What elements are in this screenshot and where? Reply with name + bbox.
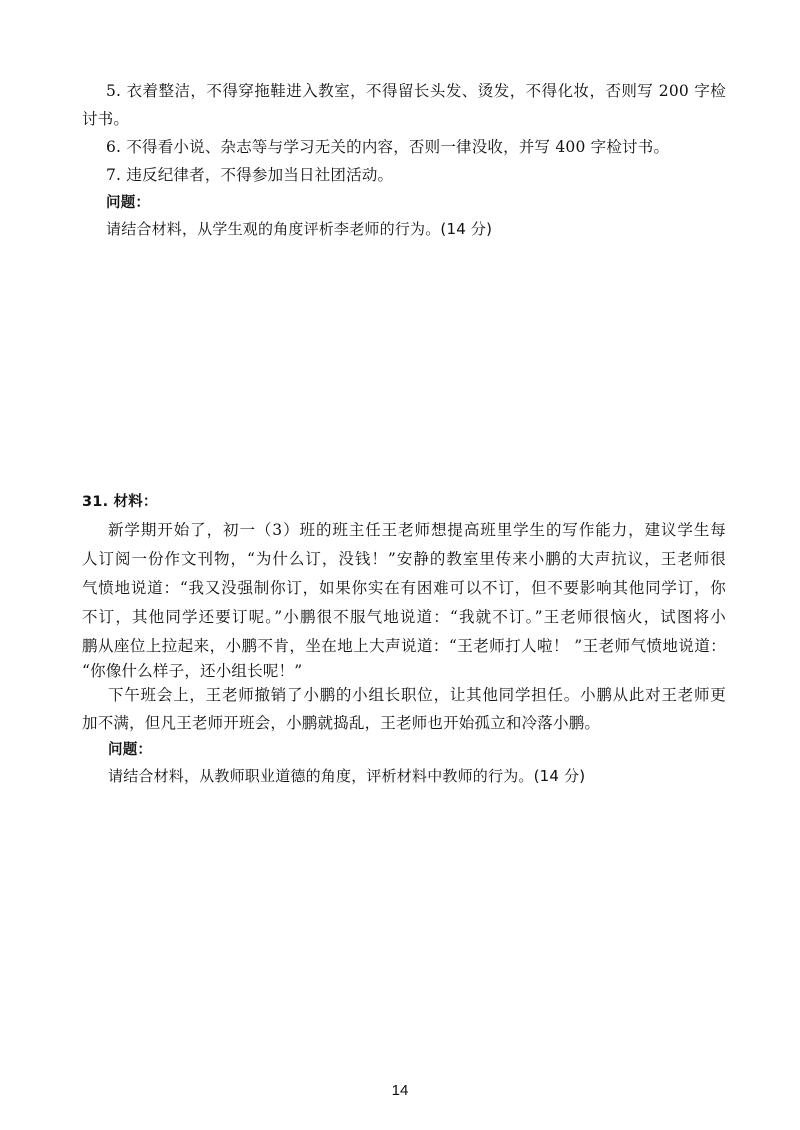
rule-5-line-1: 5. 衣着整洁，不得穿拖鞋进入教室，不得留长头发、烫发，不得化妆，否则写 200 字检 (106, 82, 726, 100)
material-paragraph-1-line-5: 鹏从座位上拉起来，小鹏不肯，坐在地上大声说道：“王老师打人啦！ ”王老师气愤地说道： (82, 637, 726, 655)
material-paragraph-1-line-4: 不订，其他同学还要订呢。”小鹏很不服气地说道：“我就不订。”王老师很恼火，试图将小 (82, 608, 726, 626)
material-paragraph-1-line-6: “你像什么样子，还小组长呢！” (82, 662, 303, 680)
material-paragraph-1-line-2: 人订阅一份作文刊物，“为什么订，没钱！”安静的教室里传来小鹏的大声抗议，王老师很 (82, 550, 726, 568)
material-paragraph-2-line-1: 下午班会上，王老师撤销了小鹏的小组长职位，让其他同学担任。小鹏从此对王老师更 (108, 686, 726, 704)
material-paragraph-2-line-2: 加不满，但凡王老师开班会，小鹏就捣乱，王老师也开始孤立和冷落小鹏。 (82, 714, 601, 732)
rule-6: 6. 不得看小说、杂志等与学习无关的内容，否则一律没收，并写 400 字检讨书。 (106, 138, 670, 156)
question-label-1: 问题： (106, 195, 151, 211)
question-text-1: 请结合材料，从学生观的角度评析李老师的行为。(14 分) (106, 220, 493, 238)
rule-5-line-2: 讨书。 (82, 110, 130, 128)
page-number: 14 (391, 1082, 409, 1099)
material-paragraph-1-line-3: 气愤地说道：“我又没强制你订，如果你实在有困难可以不订，但不要影响其他同学订，你 (82, 579, 726, 597)
rule-7: 7. 违反纪律者，不得参加当日社团活动。 (106, 166, 394, 184)
question-31-heading: 31. 材料： (82, 494, 158, 510)
material-paragraph-1-line-1: 新学期开始了，初一（3）班的班主任王老师想提高班里学生的写作能力，建议学生每 (108, 521, 726, 539)
question-label-2: 问题： (108, 742, 153, 758)
question-text-2: 请结合材料，从教师职业道德的角度，评析材料中教师的行为。(14 分) (108, 767, 586, 785)
